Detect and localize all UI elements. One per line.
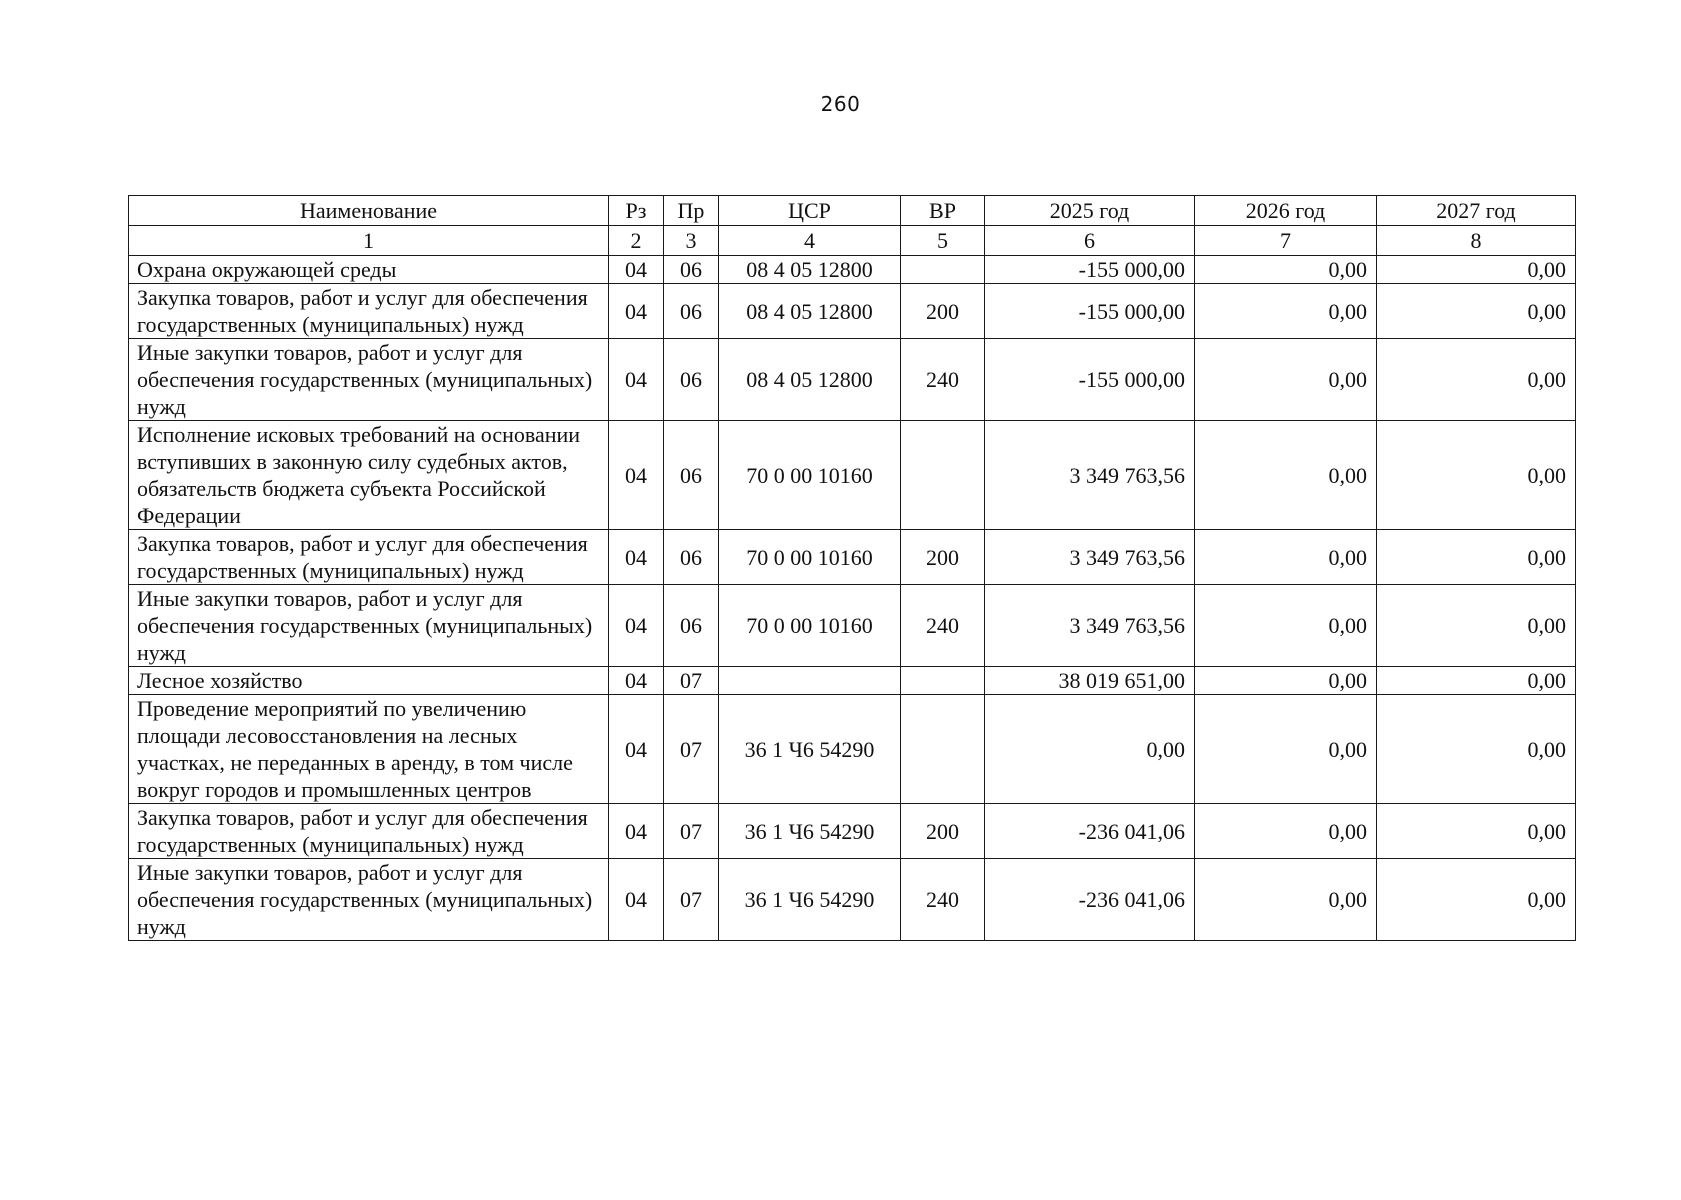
row-pr: 06 — [664, 284, 719, 339]
row-csr: 70 0 00 10160 — [719, 530, 901, 585]
row-rz: 04 — [609, 284, 664, 339]
row-2026: 0,00 — [1195, 530, 1377, 585]
row-vr: 240 — [901, 585, 985, 667]
table-row — [129, 585, 1576, 667]
row-2025: 3 349 763,56 — [985, 421, 1195, 530]
row-2026: 0,00 — [1195, 585, 1377, 667]
column-number-row — [129, 226, 1576, 256]
row-rz: 04 — [609, 804, 664, 859]
row-csr — [719, 667, 901, 695]
column-number: 4 — [719, 226, 901, 256]
row-2025: 0,00 — [985, 695, 1195, 804]
table-row — [129, 284, 1576, 339]
row-rz: 04 — [609, 339, 664, 421]
row-2026: 0,00 — [1195, 256, 1377, 284]
row-2025: 3 349 763,56 — [985, 585, 1195, 667]
row-2026: 0,00 — [1195, 339, 1377, 421]
row-csr: 70 0 00 10160 — [719, 421, 901, 530]
column-header-2026: 2026 год — [1195, 196, 1377, 226]
row-vr — [901, 421, 985, 530]
row-name: Охрана окружающей среды — [129, 256, 609, 284]
column-number: 6 — [985, 226, 1195, 256]
row-pr: 07 — [664, 859, 719, 941]
row-pr: 07 — [664, 667, 719, 695]
row-vr: 240 — [901, 339, 985, 421]
row-vr: 200 — [901, 804, 985, 859]
row-rz: 04 — [609, 667, 664, 695]
row-name: Иные закупки товаров, работ и услуг для обеспечения государственных (муниципальных) нужд — [129, 859, 609, 941]
row-2025: 38 019 651,00 — [985, 667, 1195, 695]
row-2025: -236 041,06 — [985, 859, 1195, 941]
row-rz: 04 — [609, 421, 664, 530]
row-rz: 04 — [609, 585, 664, 667]
row-name: Закупка товаров, работ и услуг для обеспечения государственных (муниципальных) нужд — [129, 804, 609, 859]
row-name: Проведение мероприятий по увеличению площади лесовосстановления на лесных участках, не переданных в аренду, в том числе вокруг городов и промышленных центров — [129, 695, 609, 804]
table-row — [129, 256, 1576, 284]
row-2026: 0,00 — [1195, 859, 1377, 941]
row-pr: 06 — [664, 256, 719, 284]
row-2027: 0,00 — [1377, 421, 1576, 530]
row-vr: 240 — [901, 859, 985, 941]
row-rz: 04 — [609, 695, 664, 804]
column-header-2025: 2025 год — [985, 196, 1195, 226]
table-row — [129, 421, 1576, 530]
row-2025: 3 349 763,56 — [985, 530, 1195, 585]
column-number: 5 — [901, 226, 985, 256]
row-pr: 07 — [664, 804, 719, 859]
column-header-vr: ВР — [901, 196, 985, 226]
row-pr: 06 — [664, 530, 719, 585]
row-name: Закупка товаров, работ и услуг для обеспечения государственных (муниципальных) нужд — [129, 284, 609, 339]
table-row — [129, 667, 1576, 695]
row-2026: 0,00 — [1195, 804, 1377, 859]
row-2026: 0,00 — [1195, 284, 1377, 339]
column-header-pr: Пр — [664, 196, 719, 226]
page-number: 260 — [820, 92, 861, 116]
row-2027: 0,00 — [1377, 339, 1576, 421]
row-vr — [901, 695, 985, 804]
row-pr: 06 — [664, 585, 719, 667]
column-number: 2 — [609, 226, 664, 256]
row-2025: -155 000,00 — [985, 339, 1195, 421]
row-2027: 0,00 — [1377, 256, 1576, 284]
column-number: 3 — [664, 226, 719, 256]
table-row — [129, 339, 1576, 421]
row-csr: 08 4 05 12800 — [719, 284, 901, 339]
row-name: Лесное хозяйство — [129, 667, 609, 695]
table-row — [129, 859, 1576, 941]
column-number: 1 — [129, 226, 609, 256]
row-name: Закупка товаров, работ и услуг для обеспечения государственных (муниципальных) нужд — [129, 530, 609, 585]
row-2026: 0,00 — [1195, 667, 1377, 695]
row-vr: 200 — [901, 530, 985, 585]
row-pr: 06 — [664, 421, 719, 530]
row-csr: 08 4 05 12800 — [719, 339, 901, 421]
row-2025: -155 000,00 — [985, 284, 1195, 339]
row-name: Иные закупки товаров, работ и услуг для обеспечения государственных (муниципальных) нужд — [129, 339, 609, 421]
row-2026: 0,00 — [1195, 695, 1377, 804]
row-2026: 0,00 — [1195, 421, 1377, 530]
table-row — [129, 695, 1576, 804]
row-2025: -236 041,06 — [985, 804, 1195, 859]
row-2027: 0,00 — [1377, 667, 1576, 695]
row-pr: 06 — [664, 339, 719, 421]
row-csr: 70 0 00 10160 — [719, 585, 901, 667]
row-name: Иные закупки товаров, работ и услуг для обеспечения государственных (муниципальных) нужд — [129, 585, 609, 667]
row-rz: 04 — [609, 859, 664, 941]
row-pr: 07 — [664, 695, 719, 804]
row-vr — [901, 667, 985, 695]
row-rz: 04 — [609, 256, 664, 284]
row-2027: 0,00 — [1377, 284, 1576, 339]
column-header-name: Наименование — [129, 196, 609, 226]
row-vr: 200 — [901, 284, 985, 339]
header-row — [129, 196, 1576, 226]
table-row — [129, 530, 1576, 585]
row-csr: 36 1 Ч6 54290 — [719, 804, 901, 859]
row-name: Исполнение исковых требований на основании вступивших в законную силу судебных актов, обязательств бюджета субъекта Российской Федерации — [129, 421, 609, 530]
row-rz: 04 — [609, 530, 664, 585]
row-csr: 36 1 Ч6 54290 — [719, 695, 901, 804]
row-2027: 0,00 — [1377, 530, 1576, 585]
row-2027: 0,00 — [1377, 859, 1576, 941]
budget-table — [128, 195, 1576, 941]
column-number: 7 — [1195, 226, 1377, 256]
column-header-2027: 2027 год — [1377, 196, 1576, 226]
column-header-csr: ЦСР — [719, 196, 901, 226]
row-2025: -155 000,00 — [985, 256, 1195, 284]
row-2027: 0,00 — [1377, 585, 1576, 667]
row-2027: 0,00 — [1377, 695, 1576, 804]
column-header-rz: Рз — [609, 196, 664, 226]
row-csr: 08 4 05 12800 — [719, 256, 901, 284]
row-csr: 36 1 Ч6 54290 — [719, 859, 901, 941]
column-number: 8 — [1377, 226, 1576, 256]
row-vr — [901, 256, 985, 284]
row-2027: 0,00 — [1377, 804, 1576, 859]
table-row — [129, 804, 1576, 859]
